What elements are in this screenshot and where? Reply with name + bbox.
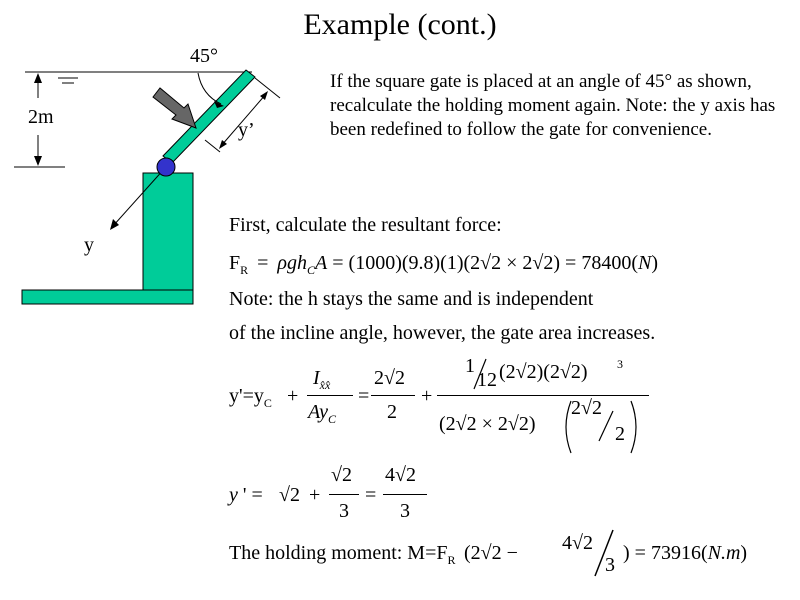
result-lhs: y ' = — [229, 484, 263, 506]
result-a: √2 — [279, 484, 300, 506]
force-area: A — [315, 252, 328, 274]
depth-arrowhead-bottom — [34, 156, 42, 166]
page-title: Example (cont.) — [303, 8, 497, 41]
big-den-left: (2√2 × 2√2) — [439, 413, 536, 435]
yprime-arrowhead-bottom — [219, 140, 227, 149]
big-num-twelve: 12 — [477, 369, 497, 391]
moment-rest: ) = 73916(N.m) — [623, 542, 748, 564]
big-num-rest: (2√2)(2√2) — [499, 361, 588, 383]
force-arrow — [153, 88, 196, 128]
yprime-plus-2: + — [421, 385, 433, 407]
problem-description: If the square gate is placed at an angle of 45° as shown, recalculate the holding moment again. Note: the y axis has been redefined to follow the gate for convenience. — [330, 71, 776, 140]
moment-frac-num: 4√2 — [562, 532, 593, 554]
yprime-lhs: $y'=y_C$ — [229, 385, 272, 410]
force-rho: ρ — [277, 252, 288, 274]
note-line-1: Note: the h stays the same and is independent — [229, 288, 594, 310]
depth-arrowhead-top — [34, 73, 42, 83]
force-close: ) — [651, 252, 659, 274]
inertia-denominator: $Ay_C$ — [308, 401, 337, 426]
moment-lead: The holding moment: $M=F_R$ — [229, 542, 456, 567]
force-equation — [229, 252, 658, 278]
force-h: h — [297, 252, 308, 274]
angle-label: 45° — [190, 45, 218, 67]
result-eq: = — [365, 484, 377, 506]
depth-label: 2m — [28, 106, 54, 128]
force-g: g — [287, 252, 298, 274]
hinge — [157, 158, 175, 176]
force-eq-sign: = — [257, 252, 269, 274]
step-resultant-force: First, calculate the resultant force: — [229, 214, 502, 236]
moment-frac-den: 3 — [605, 554, 615, 576]
frac2-num: 2√2 — [374, 367, 405, 389]
yprime-eq-1: = — [358, 385, 370, 407]
force-lhs: F — [229, 252, 241, 274]
y-label: y — [84, 234, 94, 256]
big-den-inner-num: 2√2 — [571, 397, 602, 419]
force-h-sub: C — [307, 263, 316, 277]
frac-bar-inertia — [307, 395, 353, 396]
inertia-symbol: $I_{x̂x̂}$ — [313, 367, 331, 392]
result-b-den: 3 — [339, 500, 349, 522]
force-rhs: = (1000)(9.8)(1)(2√2 × 2√2) = 78400( — [332, 252, 638, 274]
moment-paren: (2√2 − — [464, 542, 518, 564]
frac-bar-2 — [371, 395, 415, 396]
frac2-den: 2 — [387, 401, 397, 423]
result-plus: + — [309, 484, 321, 506]
frac-bar-c — [383, 494, 427, 495]
result-c-num: 4√2 — [385, 464, 416, 486]
yprime-ext-bottom — [205, 140, 220, 152]
result-c-den: 3 — [400, 500, 410, 522]
big-num-one: 1 — [465, 355, 475, 377]
big-den-slash — [597, 409, 615, 443]
note-line-2: of the incline angle, however, the gate area increases. — [229, 322, 656, 344]
yprime-label: y’ — [238, 119, 255, 141]
yprime-ext-top — [255, 78, 280, 98]
big-num-exp: 3 — [617, 357, 623, 371]
frac-bar-big — [437, 395, 649, 396]
yprime-result — [225, 462, 485, 526]
force-unit: N — [638, 252, 652, 274]
big-den-paren-right — [629, 399, 643, 455]
yprime-equation — [225, 355, 665, 455]
result-b-num: √2 — [331, 464, 352, 486]
big-den-inner-den: 2 — [615, 423, 625, 445]
frac-bar-b — [329, 494, 359, 495]
force-lhs-sub: R — [240, 263, 249, 277]
yprime-arrowhead-top — [260, 91, 268, 100]
moment-equation — [229, 526, 789, 586]
yprime-plus-1: + — [287, 385, 299, 407]
support-wall — [143, 173, 193, 291]
base-floor — [22, 290, 193, 304]
